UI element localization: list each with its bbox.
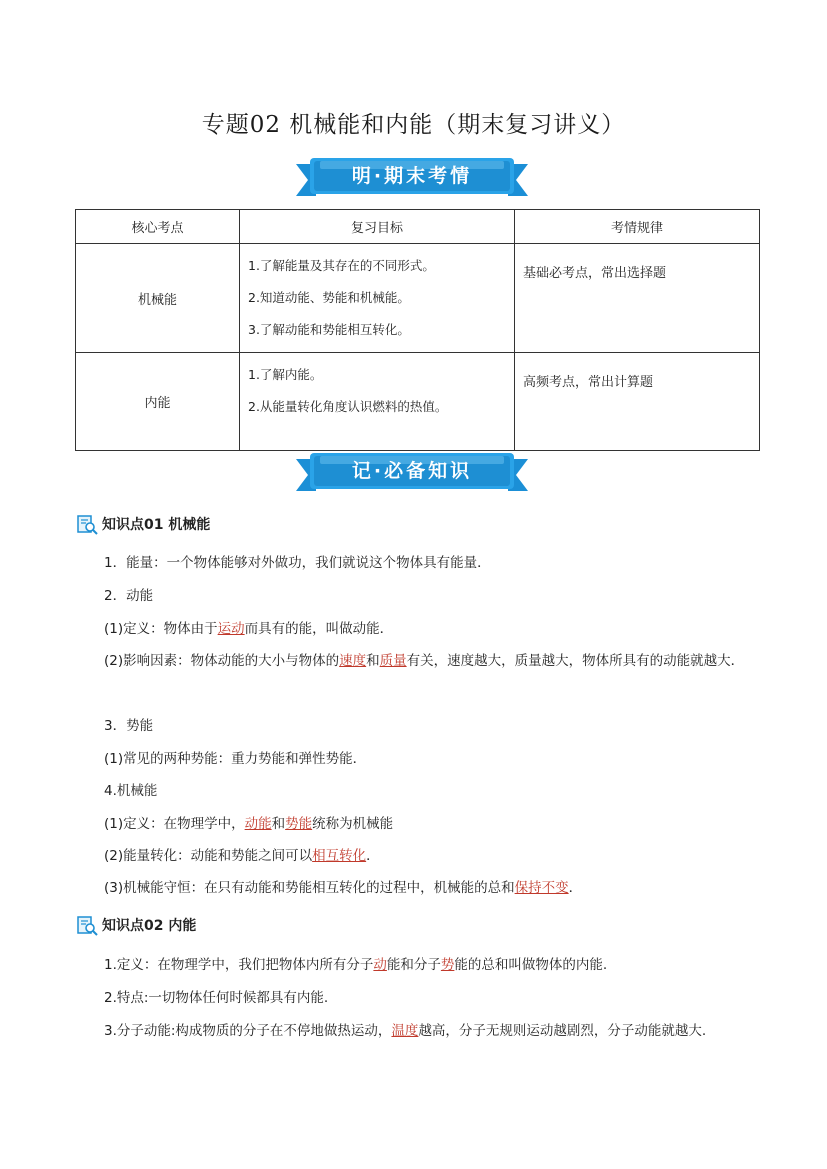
highlighted-term: 速度 — [339, 653, 367, 669]
magnifier-book-icon — [76, 514, 98, 536]
paragraph-line — [104, 645, 754, 677]
goals-cell — [240, 353, 515, 451]
goal-item: 2.从能量转化角度认识燃料的热值。 — [248, 399, 448, 414]
topic-cell: 内能 — [76, 353, 240, 451]
highlighted-term: 势能 — [285, 816, 313, 832]
section-banner-exam-analysis — [296, 156, 528, 200]
magnifier-book-icon — [76, 915, 98, 937]
highlighted-term: 势 — [440, 957, 455, 973]
paragraph-line: 2．动能 — [104, 588, 154, 604]
paragraph-line — [104, 1021, 706, 1041]
goals-cell — [240, 244, 515, 353]
highlighted-term: 温度 — [391, 1023, 419, 1039]
banner-title: 记·必备知识 — [351, 460, 473, 482]
heading-text: 知识点02 内能 — [102, 918, 197, 934]
header-core-topic: 核心考点 — [76, 210, 240, 244]
paragraph-line: 2.特点:一切物体任何时候都具有内能. — [104, 990, 329, 1006]
banner-title: 明·期末考情 — [351, 165, 473, 187]
goal-item: 1.了解能量及其存在的不同形式。 — [248, 258, 435, 273]
paragraph-line: 4.机械能 — [104, 783, 158, 799]
text-run: 1.定义：在物理学中，我们把物体内所有分子 — [104, 957, 374, 973]
text-run: 统称为机械能 — [312, 816, 394, 832]
goal-item: 3.了解动能和势能相互转化。 — [248, 322, 410, 337]
text-run: (3)机械能守恒：在只有动能和势能相互转化的过程中，机械能的总和 — [104, 880, 515, 896]
section-banner-essential-knowledge — [296, 451, 528, 495]
text-run: ． — [568, 880, 583, 896]
text-run: 和 — [271, 816, 286, 832]
paragraph-line — [104, 878, 582, 898]
table-header-row — [76, 210, 760, 244]
text-run: (1)定义：物体由于 — [104, 621, 218, 637]
header-exam-pattern: 考情规律 — [515, 210, 760, 244]
text-run: ． — [366, 848, 380, 864]
text-run: 能和分子 — [386, 957, 441, 973]
text-run: 3.分子动能:构成物质的分子在不停地做热运动， — [104, 1023, 392, 1039]
highlighted-term: 保持不变 — [514, 880, 569, 896]
topic-cell: 机械能 — [76, 244, 240, 353]
paragraph-line — [104, 846, 380, 866]
header-review-goals: 复习目标 — [240, 210, 515, 244]
highlighted-term: 质量 — [379, 653, 407, 669]
goal-item: 1.了解内能。 — [248, 367, 323, 382]
knowledge-point-heading — [76, 513, 210, 537]
paragraph-line — [104, 619, 393, 639]
text-run: 而具有的能，叫做动能． — [244, 621, 394, 637]
text-run: (2)影响因素：物体动能的大小与物体的 — [104, 653, 340, 669]
text-run: (1)定义：在物理学中， — [104, 816, 245, 832]
goal-item: 2.知道动能、势能和机械能。 — [248, 290, 410, 305]
knowledge-point-heading — [76, 914, 196, 938]
page-title: 专题02 机械能和内能（期末复习讲义） — [201, 112, 626, 138]
paragraph-line: (1)常见的两种势能：重力势能和弹性势能． — [104, 751, 367, 767]
text-run: 有关，速度越大，质量越大，物体所具有的动能就越大． — [406, 653, 745, 669]
text-run: 能的总和叫做物体的内能. — [454, 957, 608, 973]
highlighted-term: 动 — [373, 957, 387, 973]
paragraph-line: 1．能量：一个物体能够对外做功，我们就说这个物体具有能量． — [104, 555, 491, 571]
highlighted-term: 相互转化 — [312, 848, 367, 864]
text-run: 越高，分子无规则运动越剧烈，分子动能就越大. — [418, 1023, 707, 1039]
pattern-cell: 基础必考点，常出选择题 — [515, 244, 760, 353]
highlighted-term: 运动 — [217, 621, 245, 637]
text-run: (2)能量转化：动能和势能之间可以 — [104, 848, 313, 864]
paragraph-line — [104, 955, 607, 975]
highlighted-term: 动能 — [244, 816, 272, 832]
table-row — [76, 353, 760, 451]
heading-text: 知识点01 机械能 — [102, 517, 211, 533]
text-run: 和 — [366, 653, 380, 669]
table-row — [76, 244, 760, 353]
paragraph-line: 3．势能 — [104, 718, 154, 734]
exam-analysis-table — [75, 209, 760, 451]
pattern-cell: 高频考点，常出计算题 — [515, 353, 760, 451]
paragraph-line — [104, 814, 393, 834]
